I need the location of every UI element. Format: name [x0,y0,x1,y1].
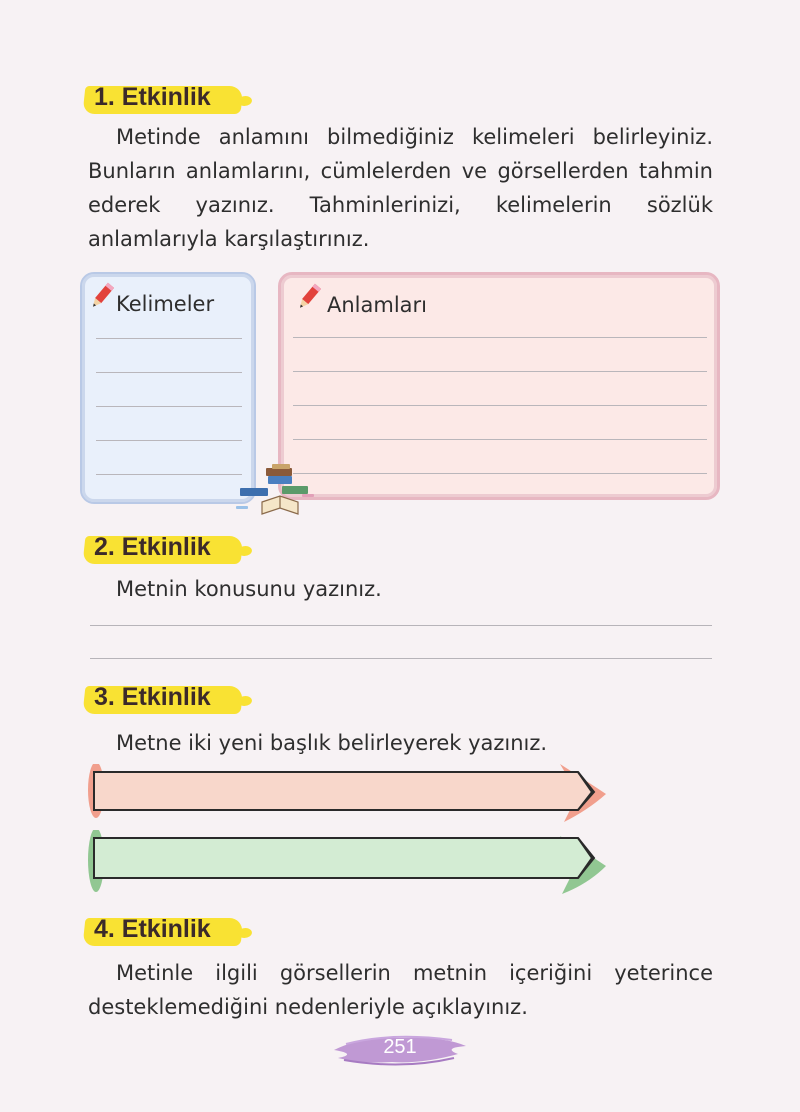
activity-2-text: Metnin konusunu yazınız. [116,577,382,601]
meanings-line-4[interactable] [293,439,707,440]
activity-1-heading [84,80,244,120]
meanings-box [278,272,720,500]
activity-3-text: Metne iki yeni başlık belirleyerek yazınız. [116,731,548,755]
words-line-4[interactable] [96,440,242,441]
words-box [80,272,256,504]
words-line-3[interactable] [96,406,242,407]
meanings-label: Anlamları [327,293,428,317]
activity-1-title: 1. Etkinlik [94,83,211,111]
activity-4-text: Metinle ilgili görsellerin metnin içeriğini yeterince desteklemediğini nedenleriyle açıklayınız. [88,961,713,1019]
activity-3-heading [84,680,244,720]
meanings-line-2[interactable] [293,371,707,372]
words-line-2[interactable] [96,372,242,373]
words-line-1[interactable] [96,338,242,339]
activity-2-heading [84,530,244,570]
activity-1-text: Metinde anlamını bilmediğiniz kelimeleri belirleyiniz. Bunların anlamlarını, cümlelerden ve görsellerden tahmin ederek yazınız. Tahminlerinizi, kelimelerin sözlük anlamlarıyla karşılaştırınız. [88,125,713,251]
meanings-line-1[interactable] [293,337,707,338]
books-icon [236,462,320,520]
activity-2-title: 2. Etkinlik [94,533,211,561]
activity-4-heading [84,912,244,952]
pencil-icon [86,280,118,312]
page-number: 251 [383,1036,417,1058]
words-line-5[interactable] [96,474,242,475]
pencil-icon [293,281,325,313]
meanings-line-3[interactable] [293,405,707,406]
activity-4-title: 4. Etkinlik [94,915,211,943]
words-label: Kelimeler [116,292,215,316]
title-banner-2[interactable] [88,830,608,896]
page-number-badge [332,1028,468,1068]
answer-line-1[interactable] [90,625,712,626]
title-banner-1[interactable] [88,764,608,822]
meanings-line-5[interactable] [293,473,707,474]
activity-3-title: 3. Etkinlik [94,683,211,711]
answer-line-2[interactable] [90,658,712,659]
